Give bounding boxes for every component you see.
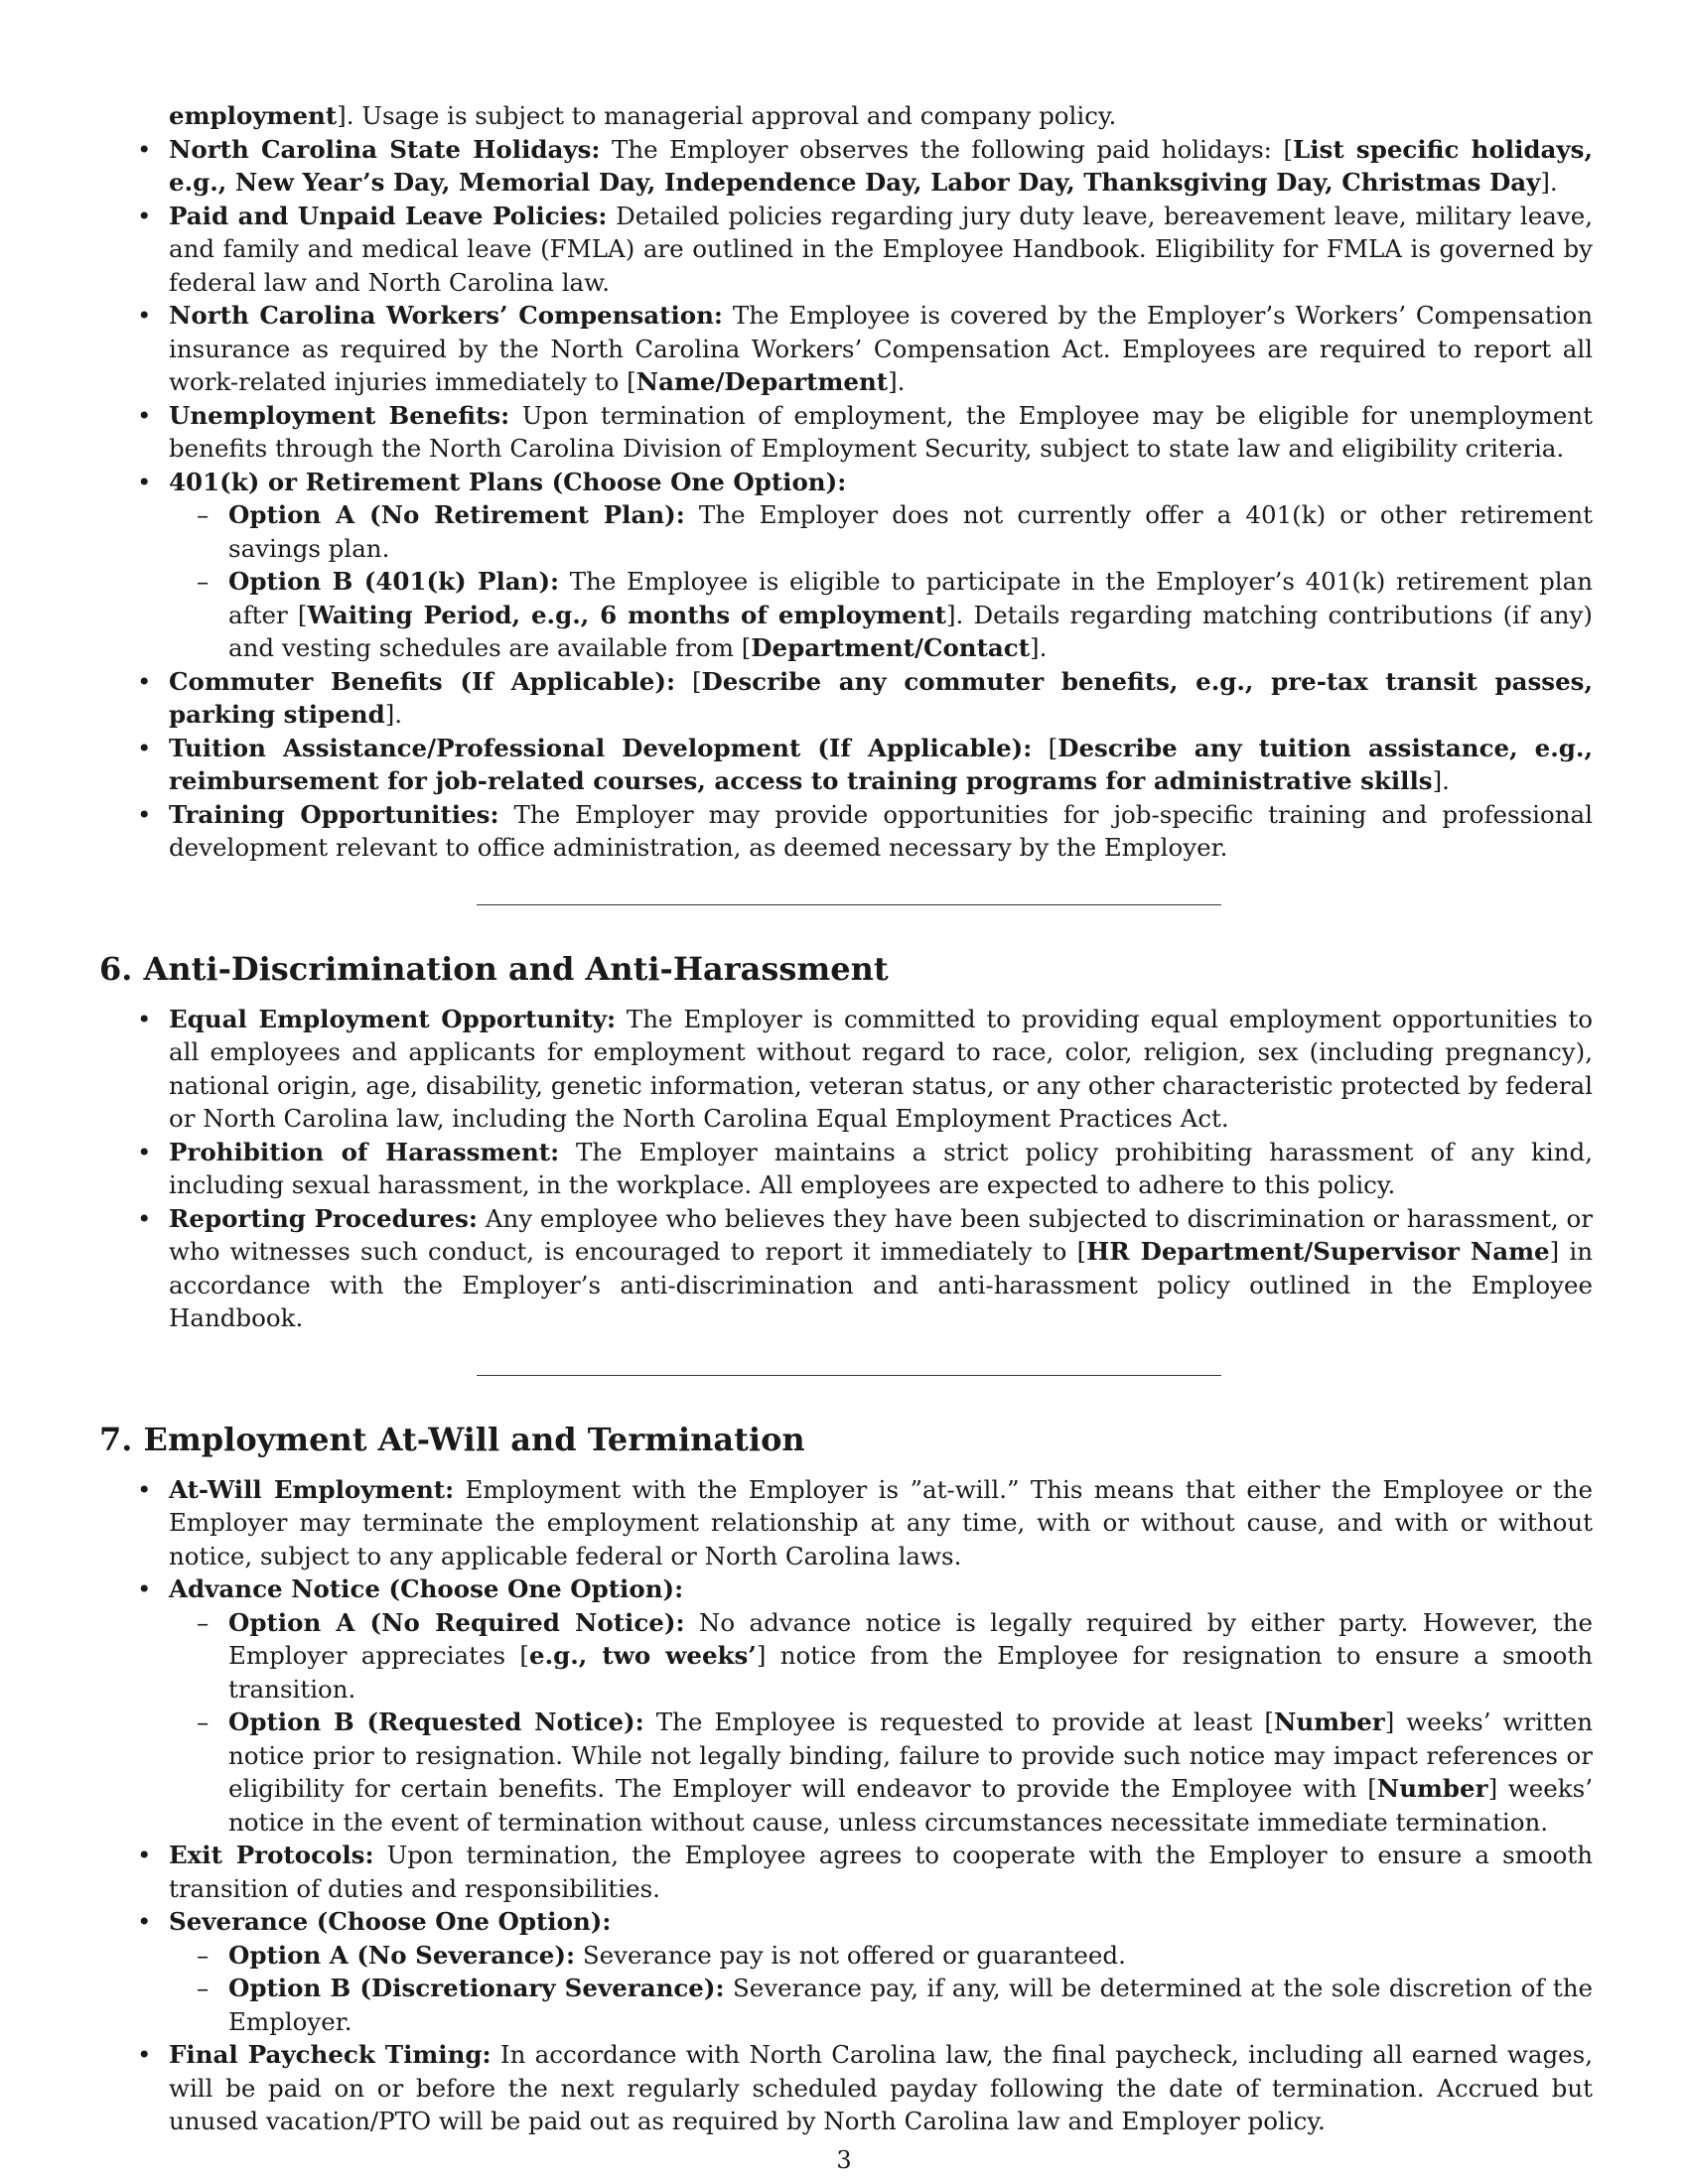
option-label: Option A (No Required Notice): [228,1607,685,1637]
list-item [169,200,1593,300]
item-placeholder: Name/Department [635,367,889,396]
list-item [169,399,1593,466]
page-content [99,99,1593,2138]
item-text: Upon termination of employment, the Employee may be eligible for unemployment benefits through the North Carolina Division of Employment Security, subject to state law and eligibility criteria. [169,400,1593,463]
page-number: 3 [836,2146,852,2174]
list-item [169,1202,1593,1335]
item-text: The Employer may provide opportunities for job-specific training and professional development relevant to office administration, as deemed necessary by the Employer. [169,799,1593,862]
item-label: Exit Protocols: [169,1841,374,1869]
item-text: ]. [1432,766,1450,795]
option-text: No advance notice is legally required by either party. However, the Employer appreciates [ [228,1607,1593,1670]
item-text: [ [1032,733,1058,762]
list-item [169,665,1593,732]
option-text: ] weeks’ written notice prior to resignation. While not legally binding, failure to provide such notice may impact references or eligibility for certain benefits. The Employer will endeavor to provide the Employee with [ [228,1707,1593,1803]
option-text: ] notice from the Employee for resignation to ensure a smooth transition. [228,1641,1593,1704]
option-text: Severance pay, if any, will be determined at the sole discretion of the Employer. [228,1974,1593,2036]
option-placeholder: e.g., two weeks’ [529,1641,757,1670]
option-text: Severance pay is not offered or guaranteed. [575,1940,1126,1970]
list-item [169,466,1593,665]
item-text: Employment with the Employer is ”at-will.” This means that either the Employee or the Employer may terminate the employment relationship at any time, with or without cause, and with or without notice, subject to any applicable federal or North Carolina laws. [169,1474,1593,1570]
anti-discrimination-list [169,1003,1593,1335]
item-text: Any employee who believes they have been subjected to discrimination or harassment, or who witnesses such conduct, is encouraged to report it immediately to [ [169,1203,1593,1266]
option-text: ]. Details regarding matching contributions (if any) and vesting schedules are available from [ [228,600,1593,662]
item-label: Training Opportunities: [169,799,499,829]
continuation-bold: employment [169,101,338,130]
sub-item [228,1706,1593,1839]
list-item [169,1136,1593,1202]
item-label: Final Paycheck Timing: [169,2040,492,2069]
item-label: Unemployment Benefits: [169,400,510,430]
sub-item [228,1972,1593,2038]
option-text: The Employer does not currently offer a 401(k) or other retirement savings plan. [228,500,1593,563]
option-label: Option B (Requested Notice): [228,1707,644,1736]
item-text: The Employee is covered by the Employer’s Workers’ Compensation insurance as required by the North Carolina Workers’ Compensation Act. Employees are required to report all work-related injuries immediately to [ [169,301,1593,396]
continuation-text: ]. Usage is subject to managerial approval and company policy. [337,101,1117,130]
severance-options [169,1939,1593,2039]
item-text: ] in accordance with the Employer’s anti-discrimination and anti-harassment policy outlined in the Employee Handbook. [169,1237,1593,1332]
option-placeholder: Number [1376,1774,1488,1803]
option-placeholder: Number [1273,1707,1385,1736]
item-text: The Employer is committed to providing equal employment opportunities to all employees and applicants for employment without regard to race, color, religion, sex (including pregnancy), national origin, age, disability, genetic information, veteran status, or any other characteristic protected by federal or North Carolina law, including the North Carolina Equal Employment Practices Act. [169,1004,1593,1133]
item-label: Tuition Assistance/Professional Development (If Applicable): [169,733,1033,762]
item-label: Reporting Procedures: [169,1203,478,1233]
item-label: At-Will Employment: [169,1474,455,1504]
option-placeholder: Department/Contact [751,633,1031,662]
item-text: ]. [888,367,906,396]
item-text: Detailed policies regarding jury duty leave, bereavement leave, military leave, and family and medical leave (FMLA) are outlined in the Employee Handbook. Eligibility for FMLA is governed by federal law and North Carolina law. [169,201,1593,297]
section-6-heading: 6. Anti-Discrimination and Anti-Harassment [99,949,889,988]
list-item [169,1905,1593,2038]
item-label: North Carolina State Holidays: [169,134,601,164]
item-placeholder: List specific holidays, e.g., New Year’s Day, Memorial Day, Independence Day, Labor Day, Thanksgiving Day, Christmas Day [169,134,1593,197]
list-item [169,2038,1593,2138]
item-text: [ [675,666,702,696]
option-label: Option A (No Severance): [228,1940,576,1970]
option-text: The Employee is requested to provide at least [ [643,1707,1274,1736]
section-divider [477,904,1221,905]
benefits-list [169,133,1593,865]
list-item [169,1839,1593,1905]
item-text: In accordance with North Carolina law, the final paycheck, including all earned wages, will be paid on or before the next regularly scheduled payday following the date of termination. Accrued but unused vacation/PTO will be paid out as required by North Carolina law and Employer policy. [169,2040,1593,2135]
list-item [169,798,1593,865]
item-placeholder: Describe any tuition assistance, e.g., reimbursement for job-related courses, access to training programs for administrative skills [169,733,1593,795]
retirement-options [169,498,1593,665]
notice-options [169,1606,1593,1840]
option-text: ] weeks’ notice in the event of termination without cause, unless circumstances necessitate immediate termination. [228,1774,1593,1837]
continuation-line [169,99,1593,133]
item-label: Prohibition of Harassment: [169,1137,560,1166]
item-label: Paid and Unpaid Leave Policies: [169,201,608,230]
sub-item [228,498,1593,565]
sub-item [228,1939,1593,1973]
list-item [169,1473,1593,1573]
section-7-heading: 7. Employment At-Will and Termination [99,1420,805,1458]
item-label: Severance (Choose One Option): [169,1907,612,1936]
option-label: Option B (401(k) Plan): [228,567,560,596]
item-text: The Employer observes the following paid holidays: [ [600,134,1294,164]
list-item [169,299,1593,399]
list-item [169,1003,1593,1136]
option-text: ]. [1030,633,1048,662]
item-label: 401(k) or Retirement Plans (Choose One Option): [169,467,847,496]
option-placeholder: Waiting Period, e.g., 6 months of employment [307,600,946,629]
option-text: The Employee is eligible to participate in the Employer’s 401(k) retirement plan after [ [228,567,1593,629]
item-placeholder: HR Department/Supervisor Name [1086,1237,1550,1266]
option-label: Option A (No Retirement Plan): [228,500,685,529]
item-placeholder: Describe any commuter benefits, e.g., pre-tax transit passes, parking stipend [169,666,1593,729]
item-text: ]. [384,700,403,729]
item-label: North Carolina Workers’ Compensation: [169,301,723,330]
list-item [169,1572,1593,1839]
list-item [169,133,1593,200]
sub-item [228,565,1593,665]
item-label: Commuter Benefits (If Applicable): [169,666,676,696]
item-label: Equal Employment Opportunity: [169,1004,616,1033]
option-label: Option B (Discretionary Severance): [228,1974,725,2002]
item-text: ]. [1540,168,1558,197]
item-text: Upon termination, the Employee agrees to cooperate with the Employer to ensure a smooth transition of duties and responsibilities. [169,1841,1593,1903]
item-text: The Employer maintains a strict policy prohibiting harassment of any kind, including sexual harassment, in the workplace. All employees are expected to adhere to this policy. [169,1137,1593,1199]
item-label: Advance Notice (Choose One Option): [169,1574,684,1603]
termination-list [169,1473,1593,2138]
sub-item [228,1606,1593,1706]
section-divider [477,1375,1221,1376]
list-item [169,732,1593,798]
